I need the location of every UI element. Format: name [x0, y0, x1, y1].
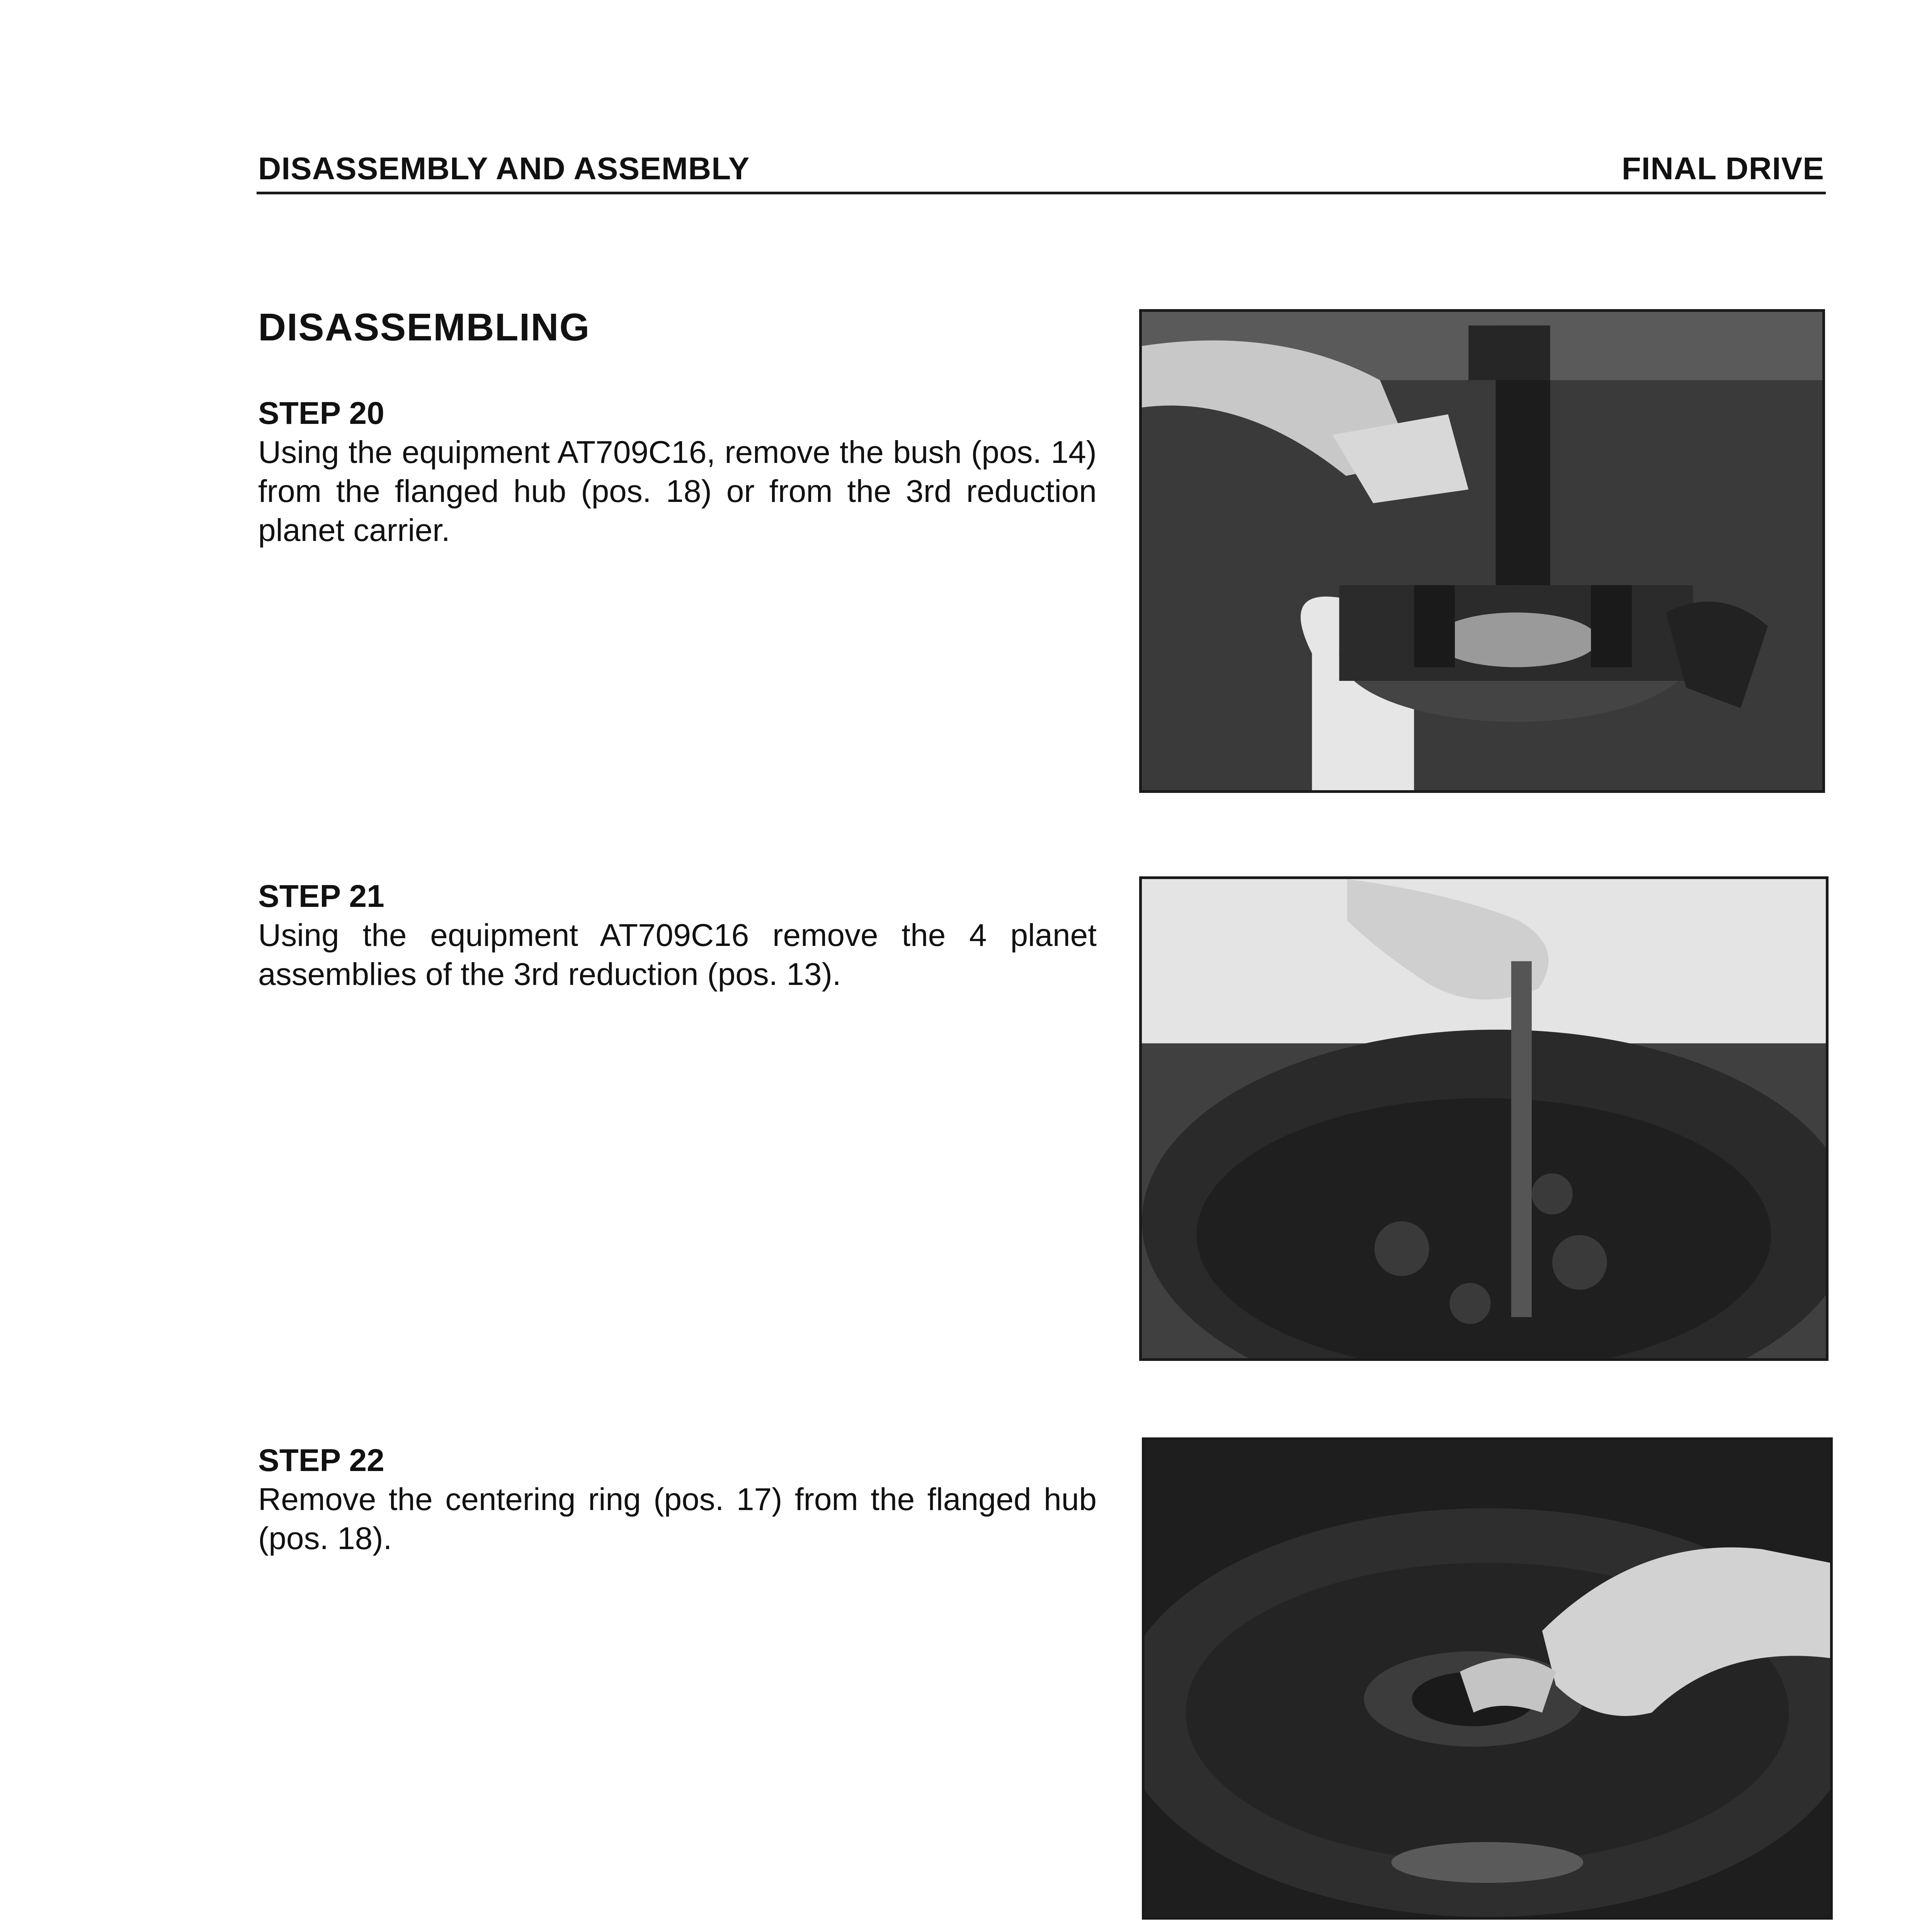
photo-removing-centering-ring-icon — [1142, 1437, 1833, 1920]
step-title: STEP 21 — [258, 879, 384, 914]
photo-removing-planet-assemblies-icon — [1139, 876, 1829, 1361]
step-20 — [258, 394, 1097, 550]
step-description: Remove the centering ring (pos. 17) from the flanged hub (pos. 18). — [258, 1482, 1097, 1556]
step-title: STEP 22 — [258, 1443, 384, 1478]
section-title: DISASSEMBLING — [258, 306, 590, 349]
step-21 — [258, 877, 1097, 994]
photo-removing-bush-icon — [1139, 309, 1825, 793]
header-chapter-title: FINAL DRIVE — [1621, 151, 1824, 186]
header-rule — [257, 192, 1826, 194]
step-description: Using the equipment AT709C16 remove the 4 planet assemblies of the 3rd reduction (pos. 13). — [258, 918, 1097, 992]
step-title: STEP 20 — [258, 396, 384, 431]
step-description: Using the equipment AT709C16, remove the bush (pos. 14) from the flanged hub (pos. 18) or from the 3rd reduction planet carrier. — [258, 435, 1097, 548]
step-22 — [258, 1441, 1097, 1558]
header-section-title: DISASSEMBLY AND ASSEMBLY — [258, 151, 750, 186]
